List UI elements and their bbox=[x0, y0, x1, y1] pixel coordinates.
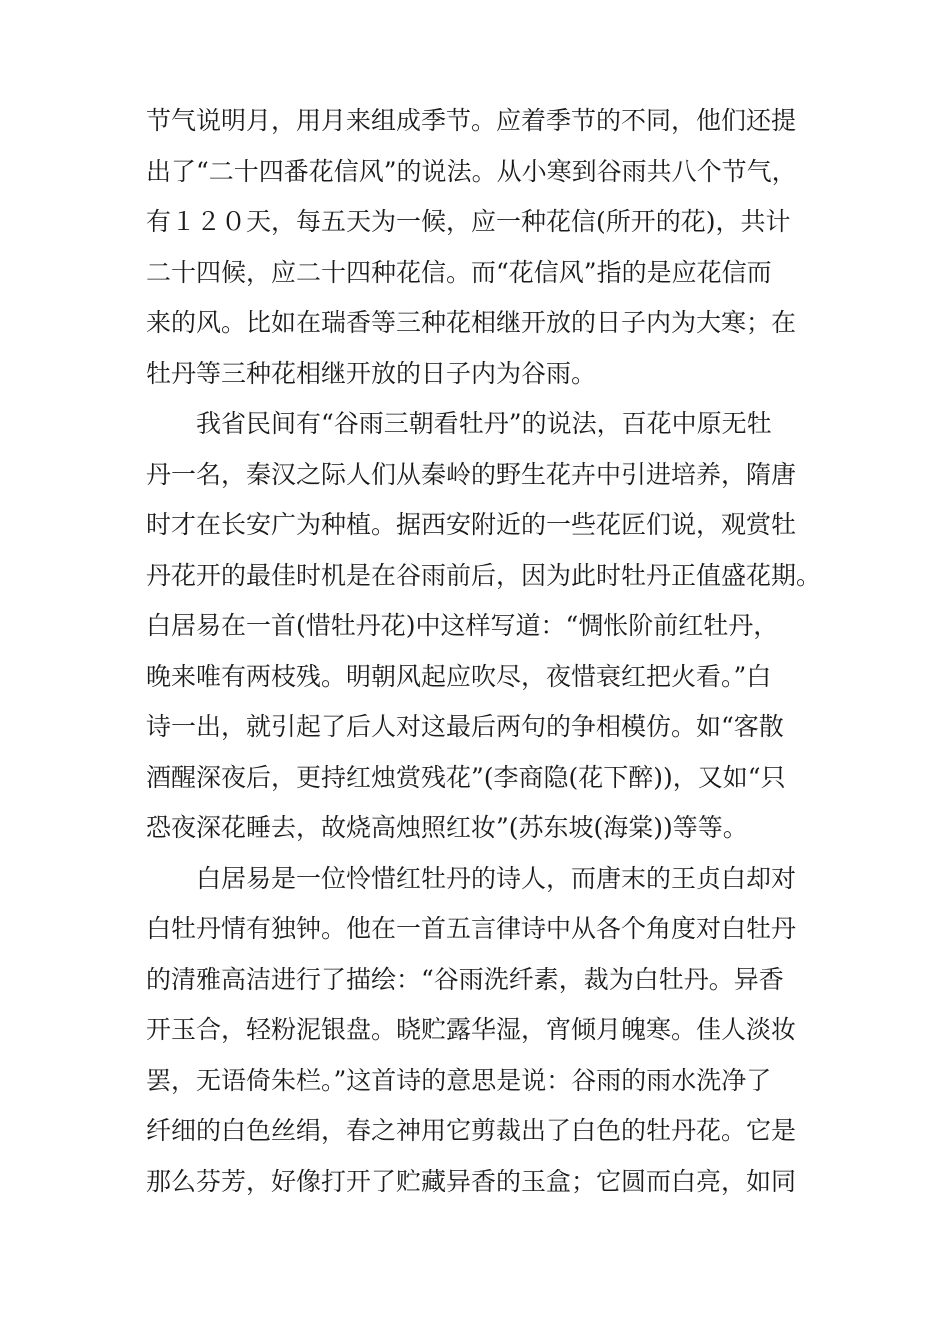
text-line: 出了“二十四番花信风”的说法。从小寒到谷雨共八个节气， bbox=[146, 156, 797, 186]
text-line: 白居易在一首(惜牡丹花)中这样写道：“惆怅阶前红牡丹， bbox=[146, 611, 779, 640]
text-line: 我省民间有“谷雨三朝看牡丹”的说法，百花中原无牡 bbox=[196, 409, 772, 438]
text-line: 酒醒深夜后，更持红烛赏残花”(李商隐(花下醉))，又如“只 bbox=[146, 762, 786, 792]
text-line: 诗一出，就引起了后人对这最后两句的争相模仿。如“客散 bbox=[146, 712, 784, 741]
paragraph bbox=[146, 399, 826, 854]
text-line: 那么芬芳，好像打开了贮藏异香的玉盒；它圆而白亮，如同 bbox=[146, 1166, 797, 1196]
text-line: 时才在长安广为种植。据西安附近的一些花匠们说，观赏牡 bbox=[146, 510, 797, 539]
text-line: 节气说明月，用月来组成季节。应着季节的不同，他们还提 bbox=[146, 106, 797, 135]
paragraph bbox=[146, 854, 826, 1208]
text-line: 丹一名，秦汉之际人们从秦岭的野生花卉中引进培养，隋唐 bbox=[146, 459, 797, 489]
text-line: 白牡丹情有独钟。他在一首五言律诗中从各个角度对白牡丹 bbox=[146, 914, 797, 943]
text-line: 罢，无语倚朱栏。”这首诗的意思是说：谷雨的雨水洗净了 bbox=[146, 1065, 772, 1095]
text-line: 来的风。比如在瑞香等三种花相继开放的日子内为大寒；在 bbox=[146, 308, 797, 337]
text-line: 二十四候，应二十四种花信。而“花信风”指的是应花信而 bbox=[146, 257, 772, 287]
text-line: 牡丹等三种花相继开放的日子内为谷雨。 bbox=[146, 358, 597, 388]
text-line: 白居易是一位怜惜红牡丹的诗人，而唐末的王贞白却对 bbox=[196, 863, 797, 893]
document-body bbox=[146, 96, 826, 1207]
text-line: 晚来唯有两枝残。明朝风起应吹尽，夜惜衰红把火看。”白 bbox=[146, 661, 772, 691]
text-line: 纤细的白色丝绢，春之神用它剪裁出了白色的牡丹花。它是 bbox=[146, 1116, 797, 1145]
text-line: 丹花开的最佳时机是在谷雨前后，因为此时牡丹正值盛花期。 bbox=[146, 560, 822, 590]
text-line: 有１２０天，每五天为一候，应一种花信(所开的花)，共计 bbox=[146, 207, 791, 236]
text-line: 恐夜深花睡去，故烧高烛照红妆”(苏东坡(海棠))等等。 bbox=[146, 813, 748, 842]
paragraph bbox=[146, 96, 826, 399]
text-line: 开玉合，轻粉泥银盘。晓贮露华湿，宵倾月魄寒。佳人淡妆 bbox=[146, 1015, 797, 1044]
text-line: 的清雅高洁进行了描绘：“谷雨洗纤素，裁为白牡丹。异香 bbox=[146, 964, 784, 994]
